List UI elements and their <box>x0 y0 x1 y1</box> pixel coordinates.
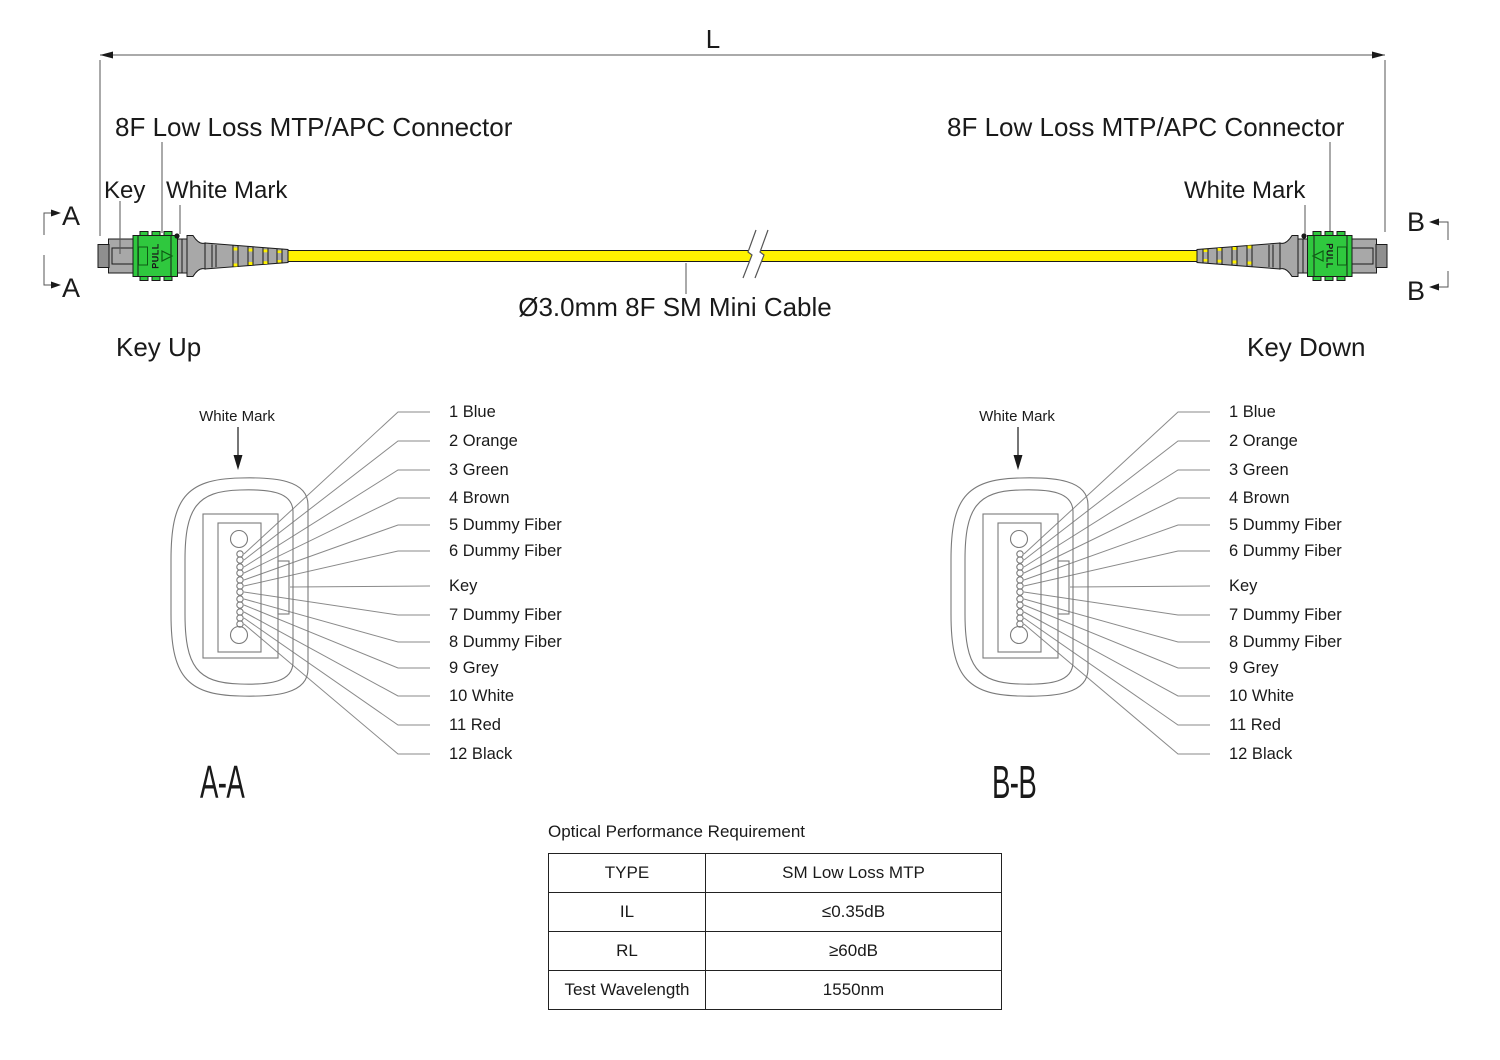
fiber-holes <box>1017 551 1023 627</box>
dimension-arrow-right <box>1372 52 1385 59</box>
table-cell-param: IL <box>549 893 706 931</box>
strain-relief-flare <box>1280 236 1298 277</box>
fiber-label: 1 Blue <box>1229 403 1276 421</box>
table-cell-value: ≤0.35dB <box>821 902 886 921</box>
fiber-label: 9 Grey <box>449 659 499 677</box>
ferrule-tip <box>98 245 109 268</box>
fiber-label: 4 Brown <box>1229 489 1290 507</box>
ferrule-face <box>203 514 278 658</box>
fiber-label: 7 Dummy Fiber <box>449 606 562 624</box>
fiber-label: 10 White <box>449 687 515 705</box>
dimension-arrow-left <box>100 52 113 59</box>
section-b-bottom: B <box>1406 276 1426 306</box>
fiber-label: 11 Red <box>1229 716 1281 734</box>
left-connector-label: 8F Low Loss MTP/APC Connector <box>115 112 513 142</box>
face-view-b <box>951 403 1342 763</box>
table-cell-param: TYPE <box>549 854 706 892</box>
fiber-cable <box>285 251 1200 262</box>
white-mark-arrowhead <box>234 455 243 470</box>
fiber-label: Key <box>1229 577 1258 595</box>
guide-pin-hole <box>1011 531 1028 548</box>
housing-inner-contour <box>185 490 293 684</box>
white-mark-label-a: White Mark <box>199 408 275 425</box>
fiber-label: 5 Dummy Fiber <box>449 516 562 534</box>
fiber-label: 8 Dummy Fiber <box>1229 633 1342 651</box>
table-row <box>549 854 1001 892</box>
housing-outer-contour <box>171 478 308 696</box>
fiber-label: 1 Blue <box>449 403 496 421</box>
fiber-label: 8 Dummy Fiber <box>449 633 562 651</box>
fiber-label: 3 Green <box>1229 461 1289 479</box>
fiber-label: Key <box>449 577 478 595</box>
fiber-label: 5 Dummy Fiber <box>1229 516 1342 534</box>
fiber-label: 6 Dummy Fiber <box>1229 542 1342 560</box>
table-cell-param: RL <box>549 932 706 970</box>
housing-inner-contour <box>965 490 1073 684</box>
table-row <box>549 892 1001 931</box>
table-cell-value: 1550nm <box>822 980 885 999</box>
green-housing <box>1308 232 1353 281</box>
pull-label: PULL <box>150 243 161 269</box>
table-row <box>549 970 1001 1009</box>
fiber-label: 3 Green <box>449 461 509 479</box>
table-cell-param: Test Wavelength <box>549 971 706 1009</box>
key-down-label: Key Down <box>1247 332 1366 362</box>
guide-pin-hole <box>231 627 248 644</box>
table-cell-value: SM Low Loss MTP <box>782 863 925 882</box>
fiber-label: 10 White <box>1229 687 1295 705</box>
left-connector <box>98 232 288 281</box>
key-notch <box>278 561 289 614</box>
section-marker-b <box>1407 207 1448 306</box>
fiber-label: 11 Red <box>449 716 501 734</box>
ferrule-tip <box>1376 245 1387 268</box>
key-label: Key <box>104 177 146 204</box>
fiber-label: 2 Orange <box>449 432 518 450</box>
fiber-label: 7 Dummy Fiber <box>1229 606 1342 624</box>
white-mark-dot-left <box>174 233 179 238</box>
length-label: L <box>705 24 721 54</box>
key-up-label: Key Up <box>116 332 202 362</box>
section-caption-bb: B-B <box>992 756 1037 808</box>
white-mark-arrowhead <box>1014 455 1023 470</box>
guide-pin-hole <box>231 531 248 548</box>
fiber-labels-a <box>449 403 562 763</box>
table-cell-value: ≥60dB <box>828 941 879 960</box>
strain-relief-flare <box>187 236 205 277</box>
section-a-top: A <box>61 201 81 231</box>
pull-label: PULL <box>1324 243 1335 269</box>
section-b-top: B <box>1406 207 1426 237</box>
boot <box>1197 243 1280 269</box>
fiber-label: 12 Black <box>449 745 513 763</box>
white-mark-label-b: White Mark <box>979 408 1055 425</box>
cable-label: Ø3.0mm 8F SM Mini Cable <box>518 292 832 322</box>
table-title: Optical Performance Requirement <box>548 822 806 841</box>
fiber-label: 6 Dummy Fiber <box>449 542 562 560</box>
white-mark-right-label: White Mark <box>1184 177 1306 204</box>
green-housing <box>133 232 178 281</box>
section-a-bottom: A <box>61 273 81 303</box>
section-caption-aa: A-A <box>200 756 245 808</box>
key-notch <box>1058 561 1069 614</box>
fiber-label: 2 Orange <box>1229 432 1298 450</box>
white-mark-left-label: White Mark <box>166 177 288 204</box>
white-mark-dot-right <box>1301 233 1306 238</box>
ferrule-face <box>983 514 1058 658</box>
right-connector <box>1197 232 1387 281</box>
fiber-label: 4 Brown <box>449 489 510 507</box>
face-view-a <box>171 403 562 763</box>
boot <box>205 243 288 269</box>
optical-performance-table <box>548 853 1002 1010</box>
right-connector-label: 8F Low Loss MTP/APC Connector <box>947 112 1345 142</box>
fiber-label: 12 Black <box>1229 745 1293 763</box>
fiber-labels-b <box>1229 403 1342 763</box>
section-marker-a <box>44 201 80 303</box>
housing-outer-contour <box>951 478 1088 696</box>
table-row <box>549 931 1001 970</box>
guide-pin-hole <box>1011 627 1028 644</box>
fiber-holes <box>237 551 243 627</box>
fiber-label: 9 Grey <box>1229 659 1279 677</box>
